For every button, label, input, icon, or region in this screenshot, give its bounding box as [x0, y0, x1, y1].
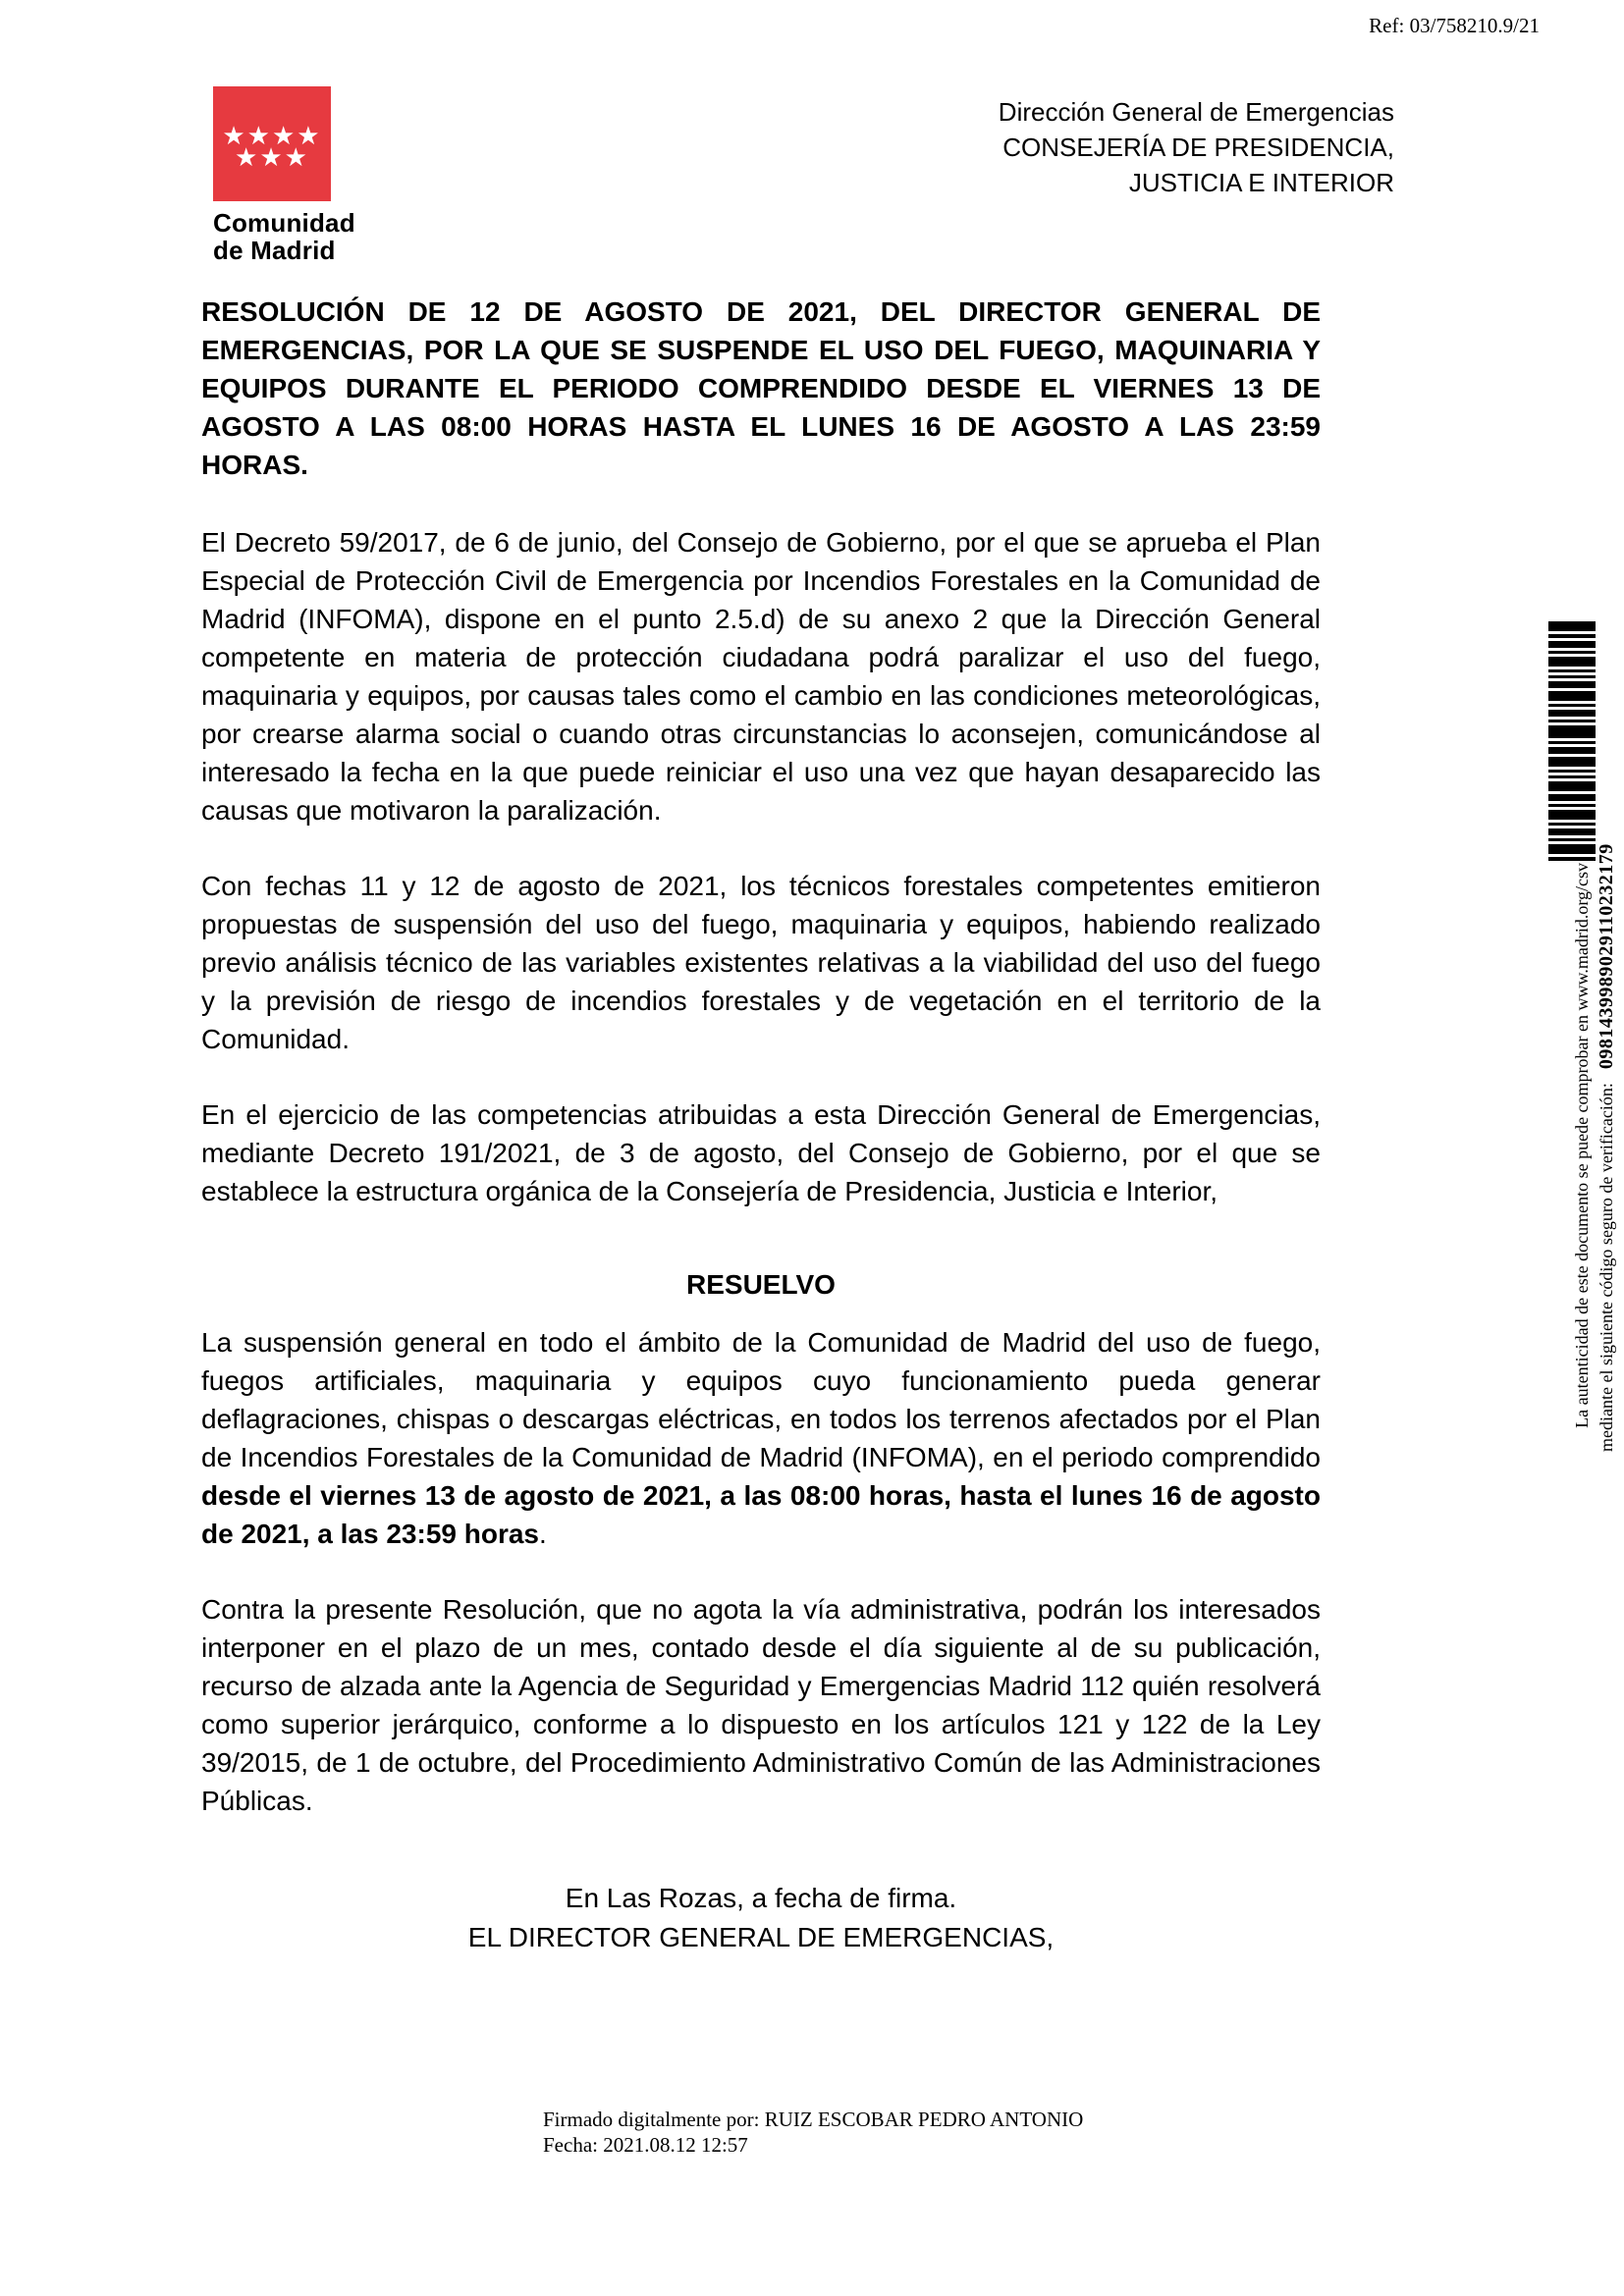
- paragraph-recurso-alzada: Contra la presente Resolución, que no agota la vía administrativa, podrán los interesados interponer en el plazo de un mes, contado desde el día siguiente al de su publicación, recurso de alzada ante la Agencia de Seguridad y Emergencias Madrid 112 quién resolverá como superior jerárquico, conforme a lo dispuesto en los artículos 121 y 122 de la Ley 39/2015, de 1 de octubre, del Procedimiento Administrativo Común de las Administraciones Públicas.: [201, 1594, 1321, 1816]
- flag-stars-row1: ★★★★: [222, 121, 322, 151]
- closing-block: [201, 1879, 1321, 1957]
- verification-line2-label: mediante el siguiente código seguro de verificación:: [1597, 1083, 1616, 1452]
- signature-signer-line: Firmado digitalmente por: RUIZ ESCOBAR PEDRO ANTONIO: [543, 2108, 1084, 2131]
- verification-line1: La autenticidad de este documento se puede comprobar en www.madrid.org/csv: [1572, 863, 1592, 1428]
- verification-sidebar: [1570, 843, 1621, 1452]
- suspension-dates-bold: desde el viernes 13 de agosto de 2021, a las 08:00 horas, hasta el lunes 16 de agosto de 2021, a las 23:59 horas: [201, 1480, 1321, 1549]
- comunidad-de-madrid-logo: [213, 86, 400, 264]
- paragraph-competencias: En el ejercicio de las competencias atribuidas a esta Dirección General de Emergencias, mediante Decreto 191/2021, de 3 de agosto, del Consejo de Gobierno, por el que se establece la estructura orgánica de la Consejería de Presidencia, Justicia e Interior,: [201, 1099, 1321, 1206]
- suspension-text-period: .: [539, 1519, 547, 1549]
- madrid-flag-icon: [213, 86, 331, 201]
- signer-title-line: EL DIRECTOR GENERAL DE EMERGENCIAS,: [467, 1922, 1055, 1952]
- csv-barcode-icon: [1548, 621, 1596, 866]
- paragraph-decreto-59-2017: El Decreto 59/2017, de 6 de junio, del Consejo de Gobierno, por el que se aprueba el Plan Especial de Protección Civil de Emergencia por Incendios Forestales en la Comunidad de Madrid (INFOMA), dispone en el punto 2.5.d) de su anexo 2 que la Dirección General competente en materia de protección ciudadana podrá paralizar el uso del fuego, maquinaria y equipos, por causas tales como el cambio en las condiciones meteorológicas, por crearse alarma social o cuando otras circunstancias lo aconsejen, comunicándose al interesado la fecha en la que puede reiniciar el uso una vez que hayan desaparecido las causas que motivaron la paralización.: [201, 527, 1321, 826]
- reference-number: Ref: 03/758210.9/21: [1369, 14, 1540, 37]
- paragraph-suspension: [201, 1323, 1321, 1553]
- resuelvo-heading: RESUELVO: [686, 1269, 836, 1300]
- paragraph-propuestas-tecnicos: Con fechas 11 y 12 de agosto de 2021, los técnicos forestales competentes emitieron propuestas de suspensión del uso del fuego, maquinaria y equipos, habiendo realizado previo análisis técnico de las variables existentes relativas a la viabilidad del uso del fuego y la previsión de riesgo de incendios forestales y de vegetación en el territorio de la Comunidad.: [201, 871, 1321, 1054]
- consejeria-line2: JUSTICIA E INTERIOR: [1128, 168, 1394, 197]
- flag-stars-row2: ★★★: [235, 142, 309, 173]
- logo-wordmark-line1: Comunidad: [213, 208, 355, 238]
- consejeria-line1: CONSEJERÍA DE PRESIDENCIA,: [1002, 133, 1394, 162]
- issuing-department-header: [999, 94, 1394, 200]
- signature-date-line: Fecha: 2021.08.12 12:57: [543, 2133, 748, 2157]
- verification-line2: [1595, 843, 1619, 1452]
- department-name: Dirección General de Emergencias: [998, 97, 1394, 127]
- resolution-title: RESOLUCIÓN DE 12 DE AGOSTO DE 2021, DEL DIRECTOR GENERAL DE EMERGENCIAS, POR LA QUE SE SUSPENDE EL USO DEL FUEGO, MAQUINARIA Y EQUIPOS DURANTE EL PERIODO COMPRENDIDO DESDE EL VIERNES 13 DE AGOSTO A LAS 08:00 HORAS HASTA EL LUNES 16 DE AGOSTO A LAS 23:59 HORAS.: [201, 296, 1321, 480]
- verification-csv-code: 0981439989029110232179: [1596, 843, 1617, 1070]
- place-and-date-line: En Las Rozas, a fecha de firma.: [565, 1883, 957, 1913]
- suspension-text-regular: La suspensión general en todo el ámbito de la Comunidad de Madrid del uso de fuego, fuegos artificiales, maquinaria y equipos cuyo funcionamiento pueda generar deflagraciones, chispas o descargas eléctricas, en todos los terrenos afectados por el Plan de Incendios Forestales de la Comunidad de Madrid (INFOMA), en el periodo comprendido: [201, 1327, 1321, 1472]
- digital-signature-stamp: [543, 2107, 1083, 2158]
- document-body: [201, 293, 1321, 1957]
- logo-wordmark: [213, 209, 400, 264]
- logo-wordmark-line2: de Madrid: [213, 236, 336, 265]
